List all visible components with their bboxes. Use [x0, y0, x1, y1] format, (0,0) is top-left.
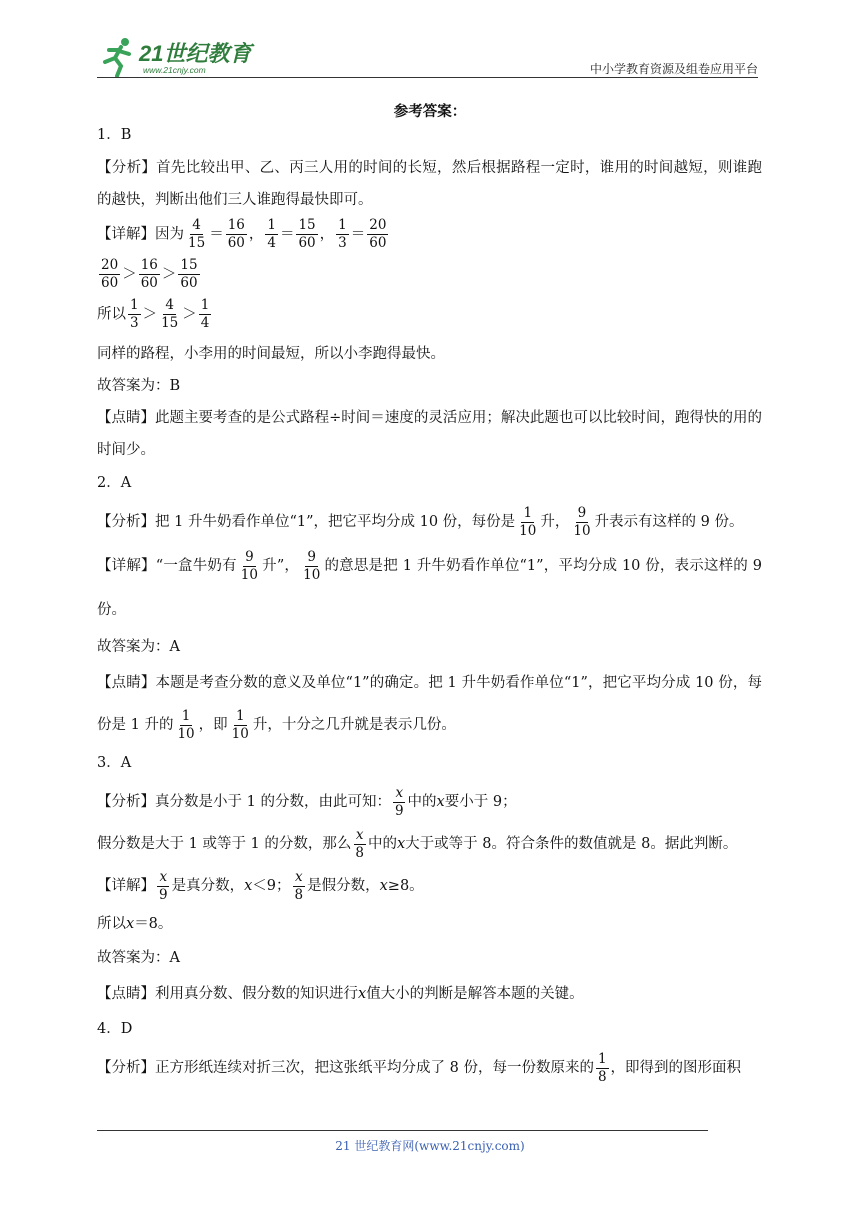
q4-number: 4．D — [97, 1021, 133, 1037]
q2-number: 2．A — [97, 475, 132, 491]
fraction: $\frac{15}{60}$ — [298, 217, 316, 251]
q1-answer: 故答案为：B — [97, 378, 181, 394]
site-logo — [97, 36, 267, 78]
q3-analysis: 【分析】真分数是小于 1 的分数，由此可知： $\frac{x}{9}$ 中的x要小于 9； — [97, 784, 517, 819]
fraction: $\frac{1}{3}$ — [130, 297, 139, 331]
fraction: $\frac{20}{60}$ — [369, 217, 387, 251]
fraction: $\frac{15}{60}$ — [180, 257, 198, 291]
fraction: $\frac{1}{8}$ — [597, 1050, 607, 1085]
q3-analysis-2: 假分数是大于 1 或等于 1 的分数，那么 $\frac{x}{8}$ 中的x大于或等于 8。符合条件的数值就是 8。据此判断。 — [97, 826, 738, 861]
header-divider — [97, 77, 758, 78]
q2-detail: 【详解】“一盒牛奶有 $\frac{9}{10}$ 升”， $\frac{9}{10}$ 的意思是把 1 升牛奶看作单位“1”，平均分成 10 份，表示这样的 9 份。 — [97, 548, 762, 618]
q2-analysis: 【分析】把 1 升牛奶看作单位“1”，把它平均分成 10 份，每份是 $\frac{1}{10}$ 升， $\frac{9}{10}$ 升表示有这样的 9 份。 — [97, 504, 744, 539]
page-header — [97, 30, 758, 80]
fraction: $\frac{1}{10}$ — [231, 707, 249, 742]
platform-name: 中小学教育资源及组卷应用平台 — [589, 62, 758, 76]
fraction: $\frac{4}{15}$ — [188, 217, 206, 251]
q4-analysis: 【分析】正方形纸连续对折三次，把这张纸平均分成了 8 份，每一份数原来的 $\frac{1}{8}$ ，即得到的图形面积 — [97, 1050, 742, 1085]
logo-text: 21世纪教育 — [139, 41, 252, 66]
q1-conclusion: 同样的路程，小李用的时间最短，所以小李跑得最快。 — [97, 346, 445, 362]
fraction: $\frac{x}{8}$ — [355, 826, 364, 861]
q3-answer: 故答案为：A — [97, 950, 180, 966]
q1-comment: 【点睛】此题主要考查的是公式路程÷时间＝速度的灵活应用；解决此题也可以比较时间，跑得快的用的时间少。 — [97, 410, 762, 458]
q1-comparison: $\frac{20}{60}$ ＞ $\frac{16}{60}$ ＞ $\frac{15}{60}$ — [101, 257, 198, 291]
q1-so: 所以 $\frac{1}{3}$ ＞ $\frac{4}{15}$ ＞ $\frac{1}{4}$ — [97, 297, 210, 331]
fraction: $\frac{20}{60}$ — [101, 257, 119, 291]
fraction: $\frac{9}{10}$ — [303, 548, 321, 583]
logo-url: www.21cnjy.com — [143, 65, 206, 75]
q3-number: 3．A — [97, 755, 132, 771]
fraction: $\frac{16}{60}$ — [140, 257, 158, 291]
q2-answer: 故答案为：A — [97, 639, 180, 655]
runner-icon — [105, 38, 129, 76]
fraction: $\frac{9}{10}$ — [240, 548, 258, 583]
fraction: $\frac{9}{10}$ — [573, 504, 591, 539]
q2-comment: 【点睛】本题是考查分数的意义及单位“1”的确定。把 1 升牛奶看作单位“1”，把它平均分成 10 份，每份是 1 升的 $\frac{1}{10}$ ，即 $\frac{1}{10}$ 升，十分之几升就是表示几份。 — [97, 675, 762, 742]
fraction: $\frac{1}{10}$ — [177, 707, 195, 742]
q3-comment: 【点睛】利用真分数、假分数的知识进行x值大小的判断是解答本题的关键。 — [97, 986, 584, 1002]
fraction: $\frac{1}{3}$ — [338, 217, 347, 251]
q3-so: 所以x＝8。 — [97, 916, 173, 932]
fraction: $\frac{1}{4}$ — [267, 217, 276, 251]
q1-detail: 【详解】因为 $\frac{4}{15}$ ＝ $\frac{16}{60}$ ， $\frac{1}{4}$ ＝ $\frac{15}{60}$ ， $\frac{1}{3}$ ＝ $\frac{20}{60}$ — [97, 217, 387, 251]
fraction: $\frac{4}{15}$ — [161, 297, 179, 331]
q1-number: 1．B — [97, 127, 132, 143]
fraction: $\frac{x}{8}$ — [294, 868, 304, 903]
q3-detail: 【详解】 $\frac{x}{9}$ 是真分数，x＜9； $\frac{x}{8}$ 是假分数，x≥8。 — [97, 868, 424, 903]
q1-analysis: 【分析】首先比较出甲、乙、丙三人用的时间的长短，然后根据路程一定时，谁用的时间越短，则谁跑的越快，判断出他们三人谁跑得最快即可。 — [97, 160, 762, 208]
page-footer[interactable]: 21 世纪教育网(www.21cnjy.com) — [335, 1139, 525, 1153]
fraction: $\frac{16}{60}$ — [227, 217, 245, 251]
fraction: $\frac{x}{9}$ — [159, 868, 168, 903]
footer-divider — [97, 1130, 708, 1131]
answer-content — [97, 124, 762, 1090]
page-title: 参考答案： — [393, 103, 467, 120]
fraction: $\frac{1}{10}$ — [519, 504, 537, 539]
fraction: $\frac{x}{9}$ — [394, 784, 404, 819]
fraction: $\frac{1}{4}$ — [200, 297, 210, 331]
